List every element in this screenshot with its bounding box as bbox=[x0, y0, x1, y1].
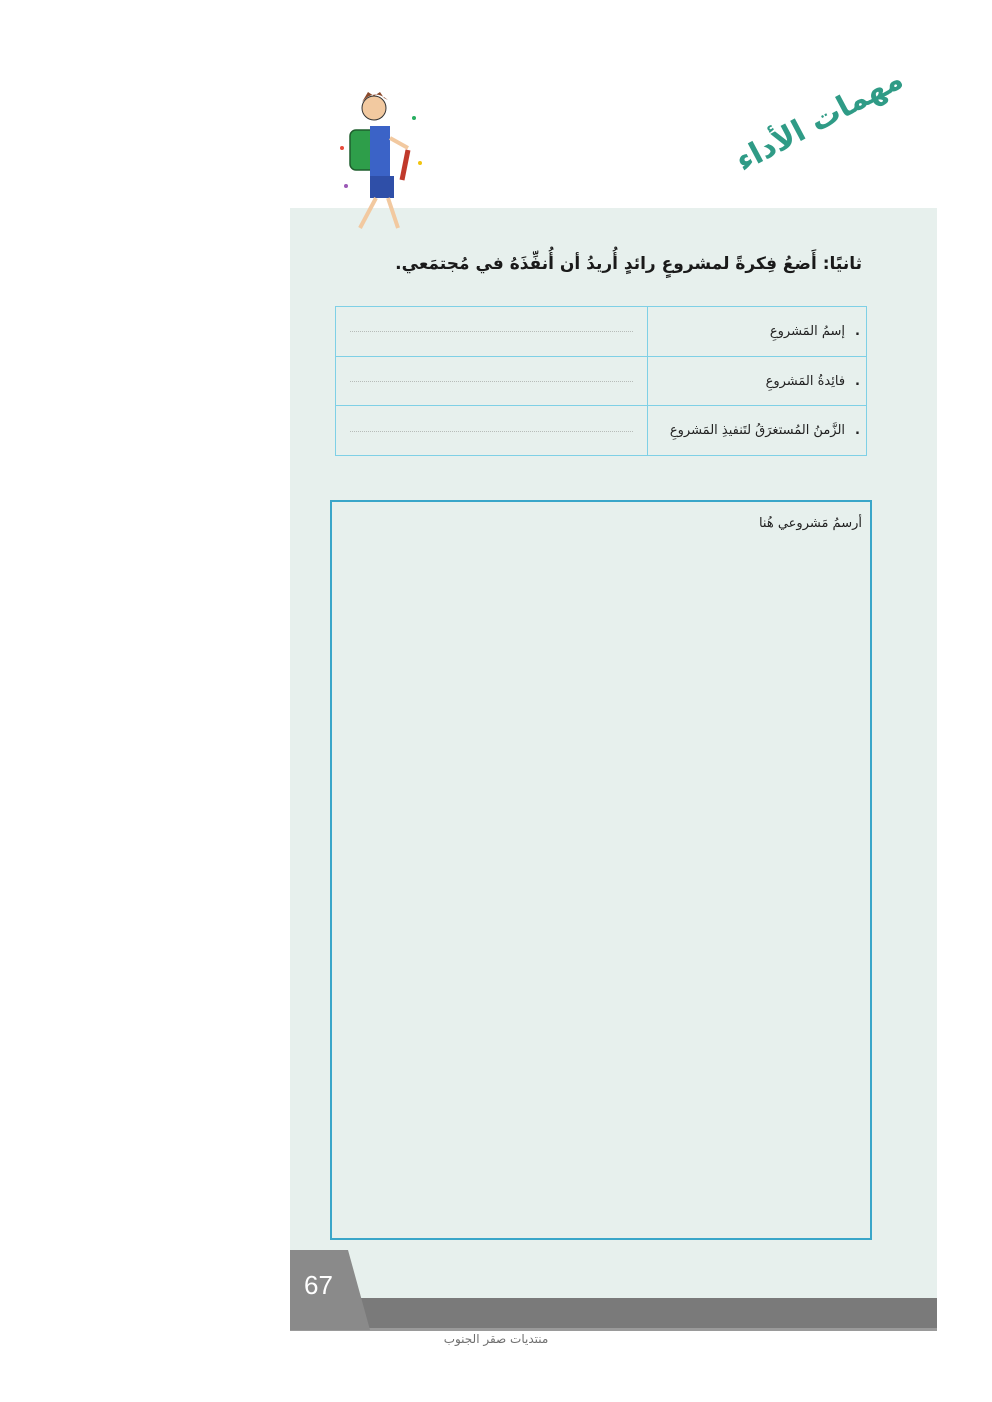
answer-blank[interactable] bbox=[336, 357, 648, 406]
row-label: . إسمُ المَشروعِ bbox=[769, 323, 860, 339]
table-row bbox=[336, 356, 866, 406]
table-row bbox=[336, 405, 866, 455]
page-number: 67 bbox=[304, 1270, 333, 1300]
table-row bbox=[336, 307, 866, 356]
project-info-table bbox=[335, 306, 867, 456]
watermark-text: منتديات صقر الجنوب bbox=[443, 1332, 549, 1346]
section-title: مهمات الأداء bbox=[730, 61, 909, 179]
drawing-area-label: أرسمُ مَشروعي هُنا bbox=[758, 516, 862, 531]
footer-bar bbox=[355, 1298, 937, 1328]
footer-line bbox=[290, 1328, 937, 1331]
drawing-area[interactable] bbox=[330, 500, 872, 1240]
answer-blank[interactable] bbox=[336, 406, 648, 455]
question-text: ثانيًا: أَضعُ فِكرةً لمشروعٍ رائدٍ أُريدُ أن أُنفِّذَهُ في مُجتمَعي. bbox=[395, 254, 862, 274]
answer-blank[interactable] bbox=[336, 307, 648, 356]
student-illustration bbox=[330, 88, 430, 238]
row-label: . فائِدةُ المَشروعِ bbox=[765, 373, 860, 389]
row-label: . الزَّمنُ المُستغرَقُ لتَنفيذِ المَشروعِ bbox=[669, 423, 860, 439]
